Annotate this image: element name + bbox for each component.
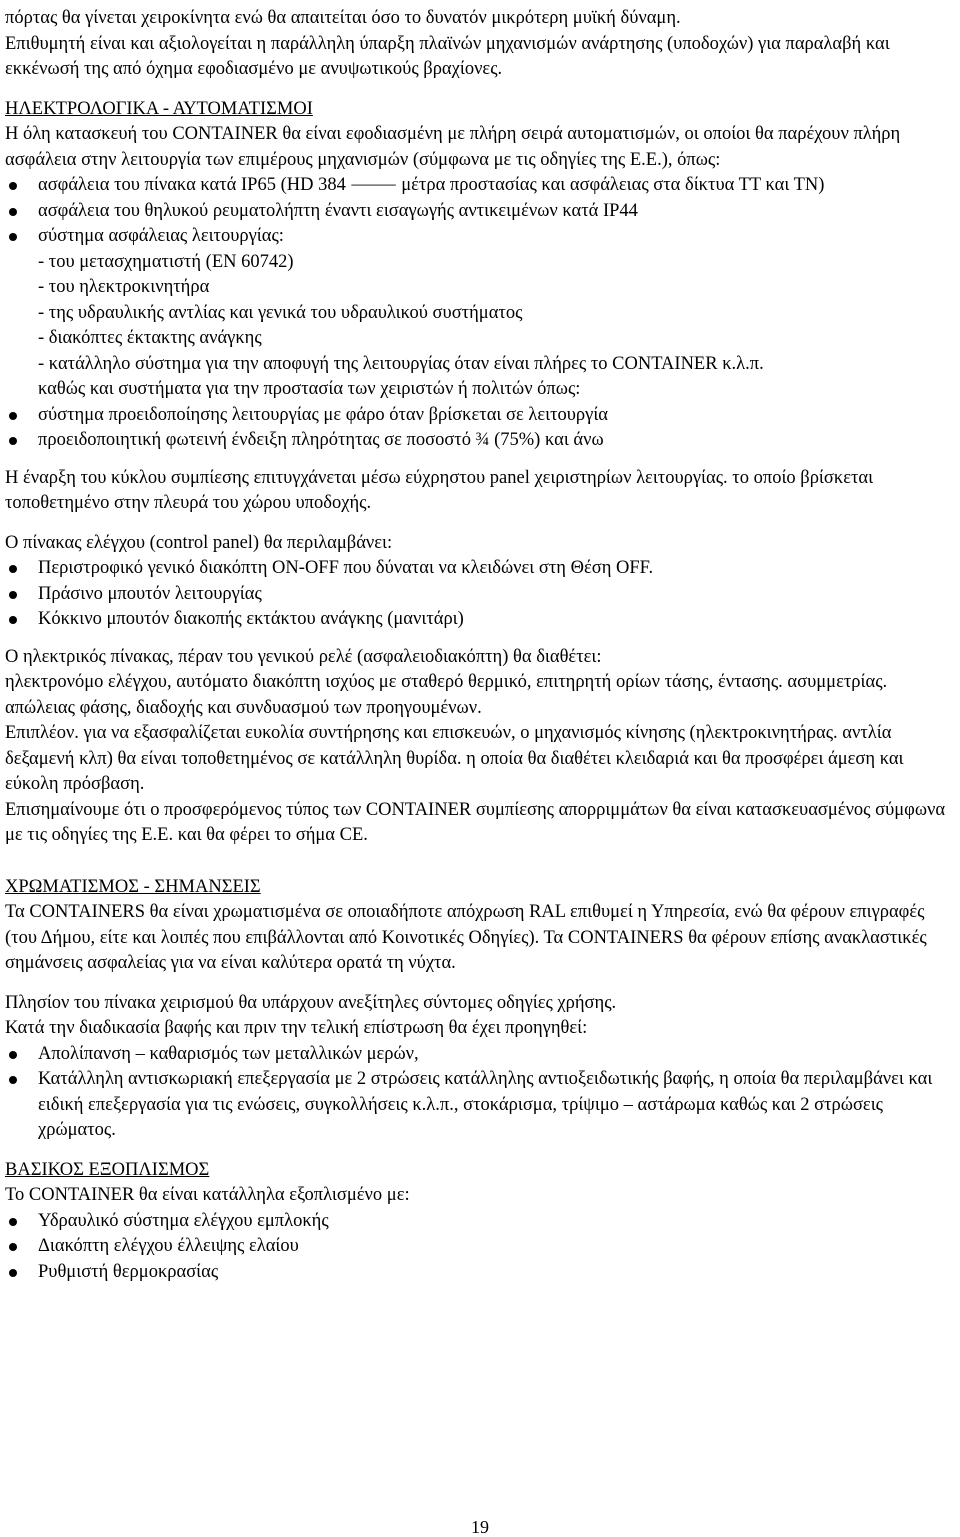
protection-bullet-list [5, 403, 955, 454]
list-item: ασφάλεια του θηλυκού ρευματολήπτη έναντι εισαγωγής αντικειμένων κατά IP44 [5, 199, 955, 225]
list-item: Απολίπανση – καθαρισμός των μεταλλικών μερών, [5, 1042, 955, 1068]
subitem: - κατάλληλο σύστημα για την αποφυγή της λειτουργίας όταν είναι πλήρες το CONTAINER κ.λ.π. [38, 353, 764, 374]
bullet-icon [9, 437, 17, 445]
bullet-icon [9, 565, 17, 573]
coloring-text: Τα CONTAINERS θα είναι χρωματισμένα σε οποιαδήποτε απόχρωση RAL επιθυμεί η Υπηρεσία, ενώ θα φέρουν επιγραφές (του Δήμου, είτε και λοιπές που επιβάλλονται από Κοινοτικές Οδηγίες). Τα CONTAINERS θα φέρουν επίσης ανακλαστικές σημάνσεις ασφαλείας για να είναι καλύτερα ορατά τη νύχτα. [5, 902, 927, 973]
control-panel-list [5, 556, 955, 633]
intro-line-1: πόρτας θα γίνεται χειροκίνητα ενώ θα απαιτείται όσο το δυνατόν μικρότερη μυϊκή δύναμη. [5, 8, 681, 28]
list-item: προειδοποιητική φωτεινή ένδειξη πληρότητας σε ποσοστό ¾ (75%) και άνω [5, 428, 955, 454]
electrical-text: Η όλη κατασκευή του CONTAINER θα είναι εφοδιασμένη με πλήρη σειρά αυτοματισμών, οι οποίοι θα παρέχουν πλήρη ασφάλεια στην λειτουργία των επιμέρους μηχανισμών (σύμφωνα με τις οδηγίες της Ε.Ε.), όπως: [5, 124, 901, 170]
document-page [5, 6, 955, 1285]
coloring-heading: ΧΡΩΜΑΤΙΣΜΟΣ - ΣΗΜΑΝΣΕΙΣ [5, 876, 261, 897]
ce-compliance-paragraph: Επισημαίνουμε ότι ο προσφερόμενος τύπος των CONTAINER συμπίεσης απορριμμάτων θα είναι κατασκευασμένος σύμφωνα με τις οδηγίες της Ε.Ε. και θα φέρει το σήμα CE. [5, 799, 946, 845]
bullet-icon [9, 1243, 17, 1251]
electrical-bullet-list [5, 173, 955, 250]
list-item: σύστημα ασφάλειας λειτουργίας: [5, 224, 955, 250]
page-number: 19 [471, 1517, 489, 1537]
bullet-icon [9, 412, 17, 420]
electrical-panel-features: ηλεκτρονόμο ελέγχου, αυτόματο διακόπτη ισχύος με σταθερό θερμικό, επιτηρητή ορίων τάσης, έντασης. ασυμμετρίας. απώλειας φάσης, διαδοχής και συνδυασμού των προηγουμένων. [5, 672, 888, 718]
bullet-icon [9, 208, 17, 216]
bullet-icon [9, 616, 17, 624]
bullet-icon [9, 591, 17, 599]
maintenance-paragraph: Επιπλέον. για να εξασφαλίζεται ευκολία συντήρησης και επισκευών, ο μηχανισμός κίνησης (ηλεκτροκινητήρας. αντλία δεξαμενή κλπ) θα είναι τοποθετημένος σε κατάλληλη θυρίδα. η οποία θα διαθέτει κλειδαριά και θα προσφέρει άμεση και εύκολη πρόσβαση. [5, 723, 904, 794]
subitem: - διακόπτες έκτακτης ανάγκης [38, 328, 262, 348]
safety-subitems [5, 250, 955, 403]
electrical-panel-intro: Ο ηλεκτρικός πίνακας, πέραν του γενικού ρελέ (ασφαλειοδιακόπτη) θα διαθέτει: [5, 646, 602, 667]
list-item: ασφάλεια του πίνακα κατά IP65 (HD 384 ⸻ μέτρα προστασίας και ασφάλειας στα δίκτυα ΤΤ και ΤΝ) [5, 173, 955, 199]
instructions-line: Πλησίον του πίνακα χειρισμού θα υπάρχουν ανεξίτηλες σύντομες οδηγίες χρήσης. [5, 992, 617, 1013]
painting-intro: Κατά την διαδικασία βαφής και πριν την τελική επίστρωση θα έχει προηγηθεί: [5, 1018, 588, 1038]
intro-paragraph: Επιθυμητή είναι και αξιολογείται η παράλληλη ύπαρξη πλαϊνών μηχανισμών ανάρτησης (υποδοχών) για παραλαβή και εκκένωσή της από όχημα εφοδιασμένο με ανυψωτικούς βραχίονες. [5, 33, 890, 79]
list-item: Διακόπτη ελέγχου έλλειψης ελαίου [5, 1234, 955, 1260]
bullet-icon [9, 1218, 17, 1226]
equipment-heading: ΒΑΣΙΚΟΣ ΕΞΟΠΛΙΣΜΟΣ [5, 1159, 210, 1180]
list-item: Κατάλληλη αντισκωριακή επεξεργασία με 2 στρώσεις κατάλληλης αντιοξειδωτικής βαφής, η οποία θα περιλαμβάνει και ειδική επεξεργασία για τις ενώσεις, συγκολλήσεις κ.λ.π., στοκάρισμα, τρίψιμο – αστάρωμα καθώς και 2 στρώσεις χρώματος. [5, 1067, 955, 1144]
list-item: σύστημα προειδοποίησης λειτουργίας με φάρο όταν βρίσκεται σε λειτουργία [5, 403, 955, 429]
equipment-list [5, 1209, 955, 1286]
subitem: - της υδραυλικής αντλίας και γενικά του υδραυλικού συστήματος [38, 302, 523, 323]
list-item: Υδραυλικό σύστημα ελέγχου εμπλοκής [5, 1209, 955, 1235]
bullet-icon [9, 182, 17, 190]
painting-list [5, 1042, 955, 1144]
electrical-heading: ΗΛΕΚΤΡΟΛΟΓΙΚΑ - ΑΥΤΟΜΑΤΙΣΜΟΙ [5, 98, 313, 119]
list-item: Περιστροφικό γενικό διακόπτη ON-OFF που δύναται να κλειδώνει στη Θέση OFF. [5, 556, 955, 582]
list-item: Ρυθμιστή θερμοκρασίας [5, 1260, 955, 1286]
subitem: - του μετασχηματιστή (EN 60742) [38, 251, 294, 272]
subitem: - του ηλεκτροκινητήρα [38, 277, 210, 297]
list-item: Κόκκινο μπουτόν διακοπής εκτάκτου ανάγκης (μανιτάρι) [5, 607, 955, 633]
bullet-icon [9, 1076, 17, 1084]
bullet-icon [9, 233, 17, 241]
list-item: Πράσινο μπουτόν λειτουργίας [5, 582, 955, 608]
subitem: καθώς και συστήματα για την προστασία των χειριστών ή πολιτών όπως: [38, 379, 581, 399]
bullet-icon [9, 1269, 17, 1277]
control-panel-intro: Ο πίνακας ελέγχου (control panel) θα περιλαμβάνει: [5, 532, 393, 553]
compression-cycle-paragraph: Η έναρξη του κύκλου συμπίεσης επιτυγχάνεται μέσω εύχρηστου panel χειριστηρίων λειτουργίας. το οποίο βρίσκεται τοποθετημένο στην πλευρά του χώρου υποδοχής. [5, 467, 874, 513]
equipment-intro: Το CONTAINER θα είναι κατάλληλα εξοπλισμένο με: [5, 1185, 410, 1205]
bullet-icon [9, 1051, 17, 1059]
